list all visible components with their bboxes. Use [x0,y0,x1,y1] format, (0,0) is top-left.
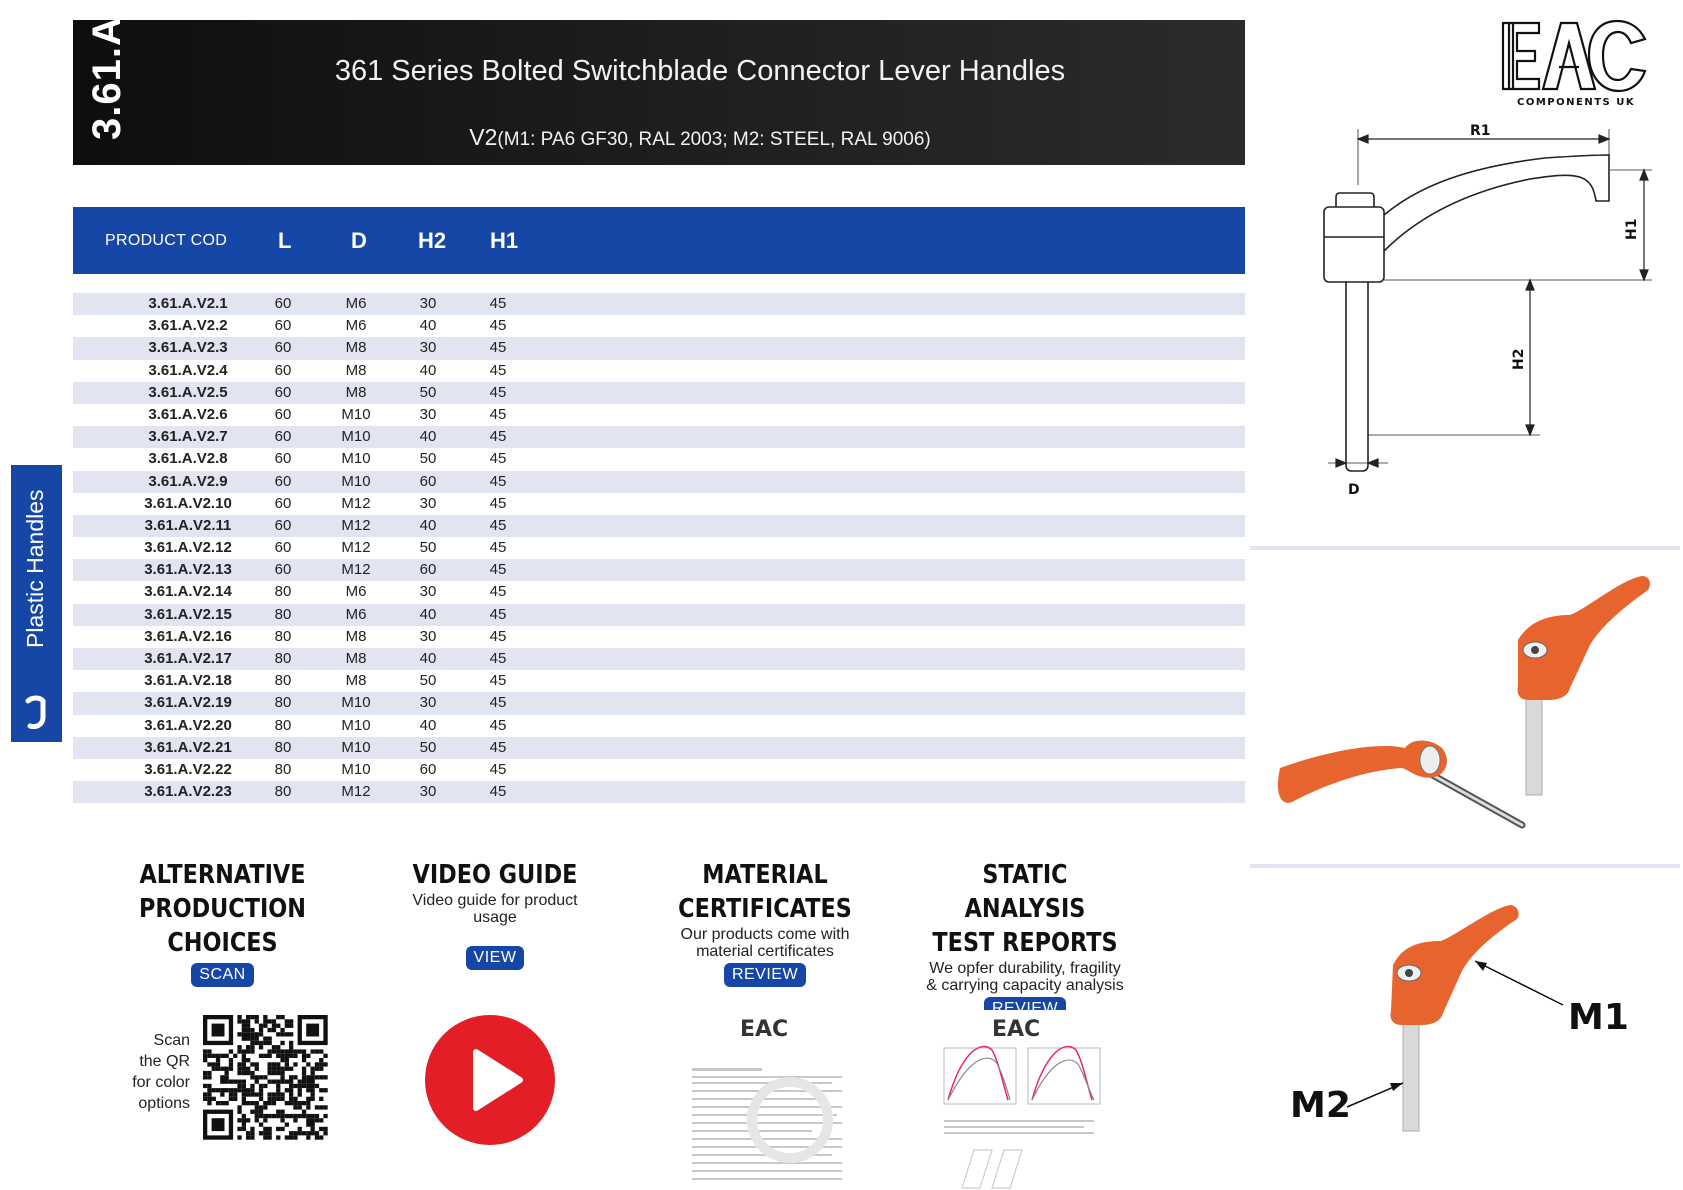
handle-outline [1324,155,1609,471]
scan-text-line: Scan [153,1032,190,1049]
feature-video-description: Video guide for product usage [412,892,578,926]
d-cell: M10 [341,760,371,778]
d-cell: M10 [341,694,371,712]
l-cell: 60 [274,361,292,379]
h2-cell: 60 [419,472,437,490]
h1-cell: 45 [489,539,507,557]
h1-cell: 45 [489,783,507,801]
dim-r1-label: R1 [1470,123,1491,139]
product-table-body [73,293,1245,803]
page-title: 361 Series Bolted Switchblade Connector Lever Handles [334,55,1066,87]
h1-cell: 45 [489,428,507,446]
report-text-lines [944,1120,1094,1134]
h1-cell: 45 [489,627,507,645]
col-header-d: D [351,228,367,253]
dim-h1-label: H1 [1624,218,1640,240]
product-code-cell: 3.61.A.V2.16 [144,627,232,645]
h1-cell: 45 [489,760,507,778]
table-row [73,715,1245,737]
product-code-cell: 3.61.A.V2.23 [144,783,232,801]
feature-alternative-title-1: ALTERNATIVE [139,860,306,890]
h2-cell: 40 [419,516,437,534]
table-row [73,781,1245,803]
l-cell: 60 [274,383,292,401]
h1-cell: 45 [489,694,507,712]
l-cell: 60 [274,561,292,579]
logo-letters [1503,21,1645,91]
h2-cell: 30 [419,295,437,312]
table-row [73,692,1245,714]
handle-lying [1278,741,1522,826]
product-code-cell: 3.61.A.V2.9 [148,472,228,490]
material-review-button[interactable]: REVIEW [724,963,806,987]
feature-material-title-1: MATERIAL [702,860,828,890]
h1-cell: 45 [489,650,507,667]
feature-material [660,858,870,987]
product-code-cell: 3.61.A.V2.7 [148,428,228,446]
h2-cell: 60 [419,760,437,778]
h2-cell: 30 [419,627,437,645]
scan-text-line: the QR [139,1053,190,1070]
logo-tagline: COMPONENTS UK [1517,97,1636,108]
feature-alternative-title-3: CHOICES [167,928,278,958]
l-cell: 80 [274,738,292,756]
h2-cell: 40 [419,361,437,379]
table-row [73,537,1245,559]
table-header [73,207,1245,274]
scan-text-line: for color [132,1074,190,1091]
h1-cell: 45 [489,516,507,534]
table-row [73,382,1245,404]
scan-instructions [110,1030,190,1114]
h2-cell: 50 [419,383,437,401]
h1-cell: 45 [489,383,507,401]
eac-logo [1499,17,1651,109]
d-cell: M12 [341,494,371,512]
feature-material-description: Our products come with material certificates [680,926,850,960]
col-header-l: L [278,228,292,253]
m1-label: M1 [1568,997,1629,1038]
h1-cell: 45 [489,605,507,623]
feature-static [910,858,1140,1021]
h1-cell: 45 [489,583,507,601]
feature-static-title-1: STATIC ANALYSIS [964,860,1086,924]
product-code-cell: 3.61.A.V2.15 [144,605,232,623]
table-row [73,759,1245,781]
h1-cell: 45 [489,561,507,579]
l-cell: 80 [274,694,292,712]
product-code-cell: 3.61.A.V2.6 [148,405,228,423]
series-code: 3.61.A [85,16,129,140]
l-cell: 60 [274,539,292,557]
h2-cell: 40 [419,428,437,446]
report-graph-right [1028,1047,1100,1104]
h1-cell: 45 [489,716,507,734]
h2-cell: 30 [419,405,437,423]
static-report-thumbnail[interactable] [932,1010,1112,1190]
report-graph-left [944,1047,1016,1104]
d-cell: M6 [345,317,367,335]
product-code-cell: 3.61.A.V2.1 [148,295,228,312]
product-code-cell: 3.61.A.V2.20 [144,716,232,734]
product-code-cell: 3.61.A.V2.21 [144,738,232,756]
h1-cell: 45 [489,472,507,490]
feature-video [390,858,600,970]
feature-static-description: We opfer durability, fragility & carrying capacity analysis [926,960,1124,994]
h2-cell: 60 [419,561,437,579]
qr-code[interactable] [200,1012,332,1146]
l-cell: 60 [274,405,292,423]
l-cell: 60 [274,339,292,357]
h1-cell: 45 [489,339,507,357]
d-cell: M10 [341,405,371,423]
l-cell: 80 [274,760,292,778]
table-row [73,315,1245,337]
product-code-cell: 3.61.A.V2.8 [148,450,228,468]
subtitle-version: V2 [469,124,498,150]
d-cell: M8 [345,383,367,401]
h2-cell: 30 [419,694,437,712]
report-diagram [962,1150,1022,1188]
h2-cell: 30 [419,494,437,512]
product-code-cell: 3.61.A.V2.19 [144,694,232,712]
h1-cell: 45 [489,361,507,379]
d-cell: M10 [341,450,371,468]
d-cell: M12 [341,561,371,579]
table-row [73,426,1245,448]
product-code-cell: 3.61.A.V2.13 [144,561,232,579]
h1-cell: 45 [489,672,507,690]
h2-cell: 30 [419,583,437,601]
table-row [73,293,1245,315]
d-cell: M8 [345,650,367,667]
h2-cell: 40 [419,650,437,667]
table-row [73,648,1245,670]
feature-alternative [110,858,335,987]
table-row [73,515,1245,537]
scan-text-line: options [138,1095,190,1112]
l-cell: 60 [274,295,292,312]
table-row [73,404,1245,426]
h2-cell: 50 [419,672,437,690]
h2-cell: 40 [419,605,437,623]
table-row [73,448,1245,470]
d-cell: M6 [345,583,367,601]
material-certificate-thumbnail[interactable] [680,1010,855,1190]
l-cell: 60 [274,450,292,468]
product-code-cell: 3.61.A.V2.14 [144,583,232,601]
product-code-cell: 3.61.A.V2.2 [148,317,228,335]
technical-drawing [1300,115,1680,515]
d-cell: M6 [345,605,367,623]
product-code-cell: 3.61.A.V2.18 [144,672,232,690]
feature-static-title-2: TEST REPORTS [932,928,1118,958]
product-photo-handles [1270,570,1680,840]
d-cell: M12 [341,539,371,557]
h1-cell: 45 [489,450,507,468]
product-code-cell: 3.61.A.V2.11 [144,516,232,534]
l-cell: 60 [274,494,292,512]
table-row [73,471,1245,493]
h2-cell: 40 [419,716,437,734]
table-row [73,493,1245,515]
h2-cell: 50 [419,450,437,468]
d-cell: M12 [341,783,371,801]
l-cell: 80 [274,650,292,667]
d-cell: M8 [345,361,367,379]
h2-cell: 30 [419,783,437,801]
d-cell: M6 [345,295,367,312]
product-code-cell: 3.61.A.V2.10 [144,494,232,512]
table-row [73,360,1245,382]
handle-upright [1517,576,1650,795]
h2-cell: 50 [419,738,437,756]
l-cell: 60 [274,428,292,446]
side-tab-label: Plastic Handles [22,489,48,648]
l-cell: 80 [274,583,292,601]
d-cell: M10 [341,738,371,756]
dim-h2-label: H2 [1511,348,1527,370]
h1-cell: 45 [489,405,507,423]
product-code-cell: 3.61.A.V2.17 [144,650,232,667]
m2-label: M2 [1290,1085,1351,1126]
col-header-h1: H1 [490,228,519,253]
table-row [73,670,1245,692]
product-code-cell: 3.61.A.V2.5 [148,383,228,401]
h1-cell: 45 [489,295,507,312]
section-divider [1250,864,1680,868]
product-code-cell: 3.61.A.V2.3 [148,339,228,357]
product-code-cell: 3.61.A.V2.22 [144,760,232,778]
d-cell: M8 [345,627,367,645]
report-logo: EAC [992,1017,1041,1042]
l-cell: 60 [274,472,292,490]
d-cell: M10 [341,428,371,446]
subtitle-materials: (M1: PA6 GF30, RAL 2003; M2: STEEL, RAL 9006) [497,129,931,150]
col-header-h2: H2 [418,228,447,253]
h2-cell: 30 [419,339,437,357]
h2-cell: 40 [419,317,437,335]
feature-alternative-title-2: PRODUCTION [138,894,307,924]
static-review-button[interactable]: REVIEW [984,997,1066,1021]
l-cell: 80 [274,716,292,734]
scan-button[interactable]: SCAN [191,963,253,987]
section-divider [1250,546,1680,550]
l-cell: 80 [274,605,292,623]
h1-cell: 45 [489,494,507,512]
feature-material-title-2: CERTIFICATES [678,894,852,924]
play-icon[interactable] [424,1014,556,1146]
table-row [73,737,1245,759]
table-row [73,581,1245,603]
d-cell: M8 [345,339,367,357]
h1-cell: 45 [489,317,507,335]
l-cell: 80 [274,627,292,645]
d-cell: M10 [341,716,371,734]
page-subtitle [200,124,1200,151]
table-row [73,559,1245,581]
d-cell: M12 [341,516,371,534]
table-row [73,604,1245,626]
col-header-code: PRODUCT COD [105,232,228,249]
dim-d-label: D [1348,482,1360,498]
lever-handle-icon [24,695,50,729]
product-code-cell: 3.61.A.V2.4 [148,361,228,379]
l-cell: 60 [274,516,292,534]
l-cell: 80 [274,672,292,690]
product-code-cell: 3.61.A.V2.12 [144,539,232,557]
d-cell: M8 [345,672,367,690]
view-button[interactable]: VIEW [466,946,525,970]
table-row [73,337,1245,359]
d-cell: M10 [341,472,371,490]
dimension-lines [1328,129,1652,467]
feature-video-title: VIDEO GUIDE [412,860,578,890]
h1-cell: 45 [489,738,507,756]
l-cell: 60 [274,317,292,335]
l-cell: 80 [274,783,292,801]
h2-cell: 50 [419,539,437,557]
certificate-logo: EAC [740,1017,789,1042]
table-row [73,626,1245,648]
